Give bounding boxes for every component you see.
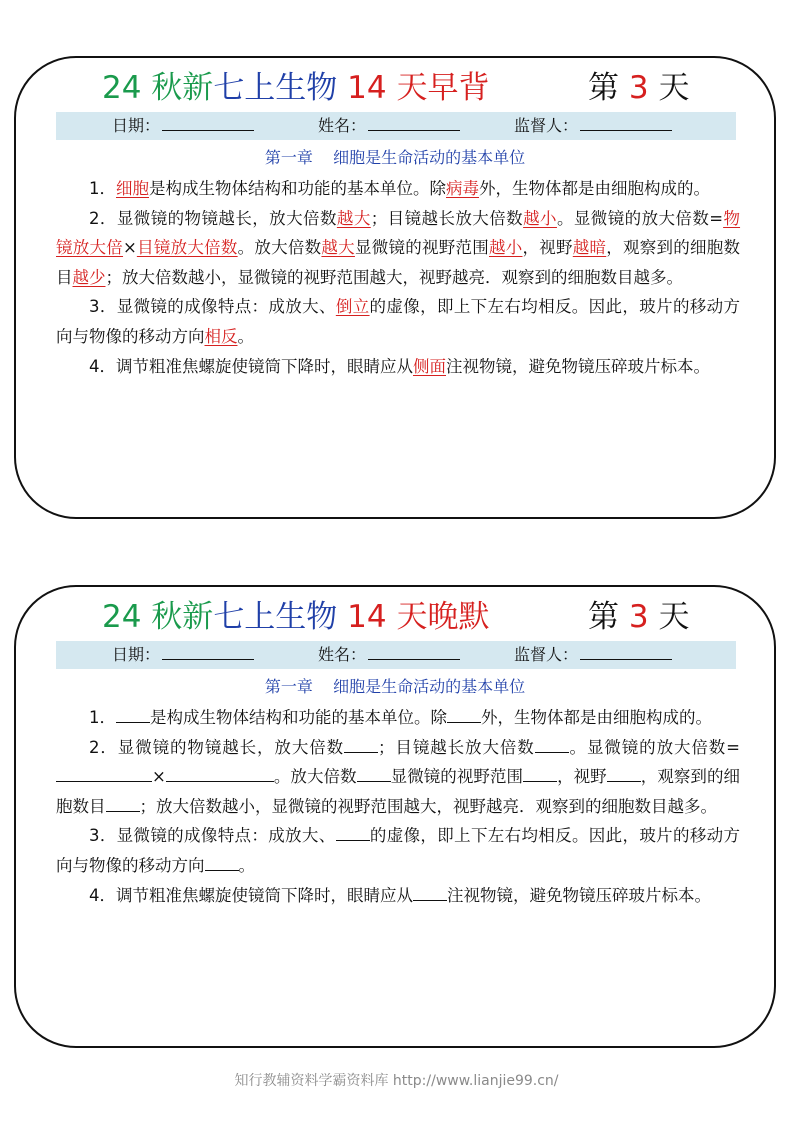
answer: 细胞 <box>116 179 149 198</box>
name-blank[interactable] <box>368 113 460 131</box>
paragraph-3: 3．显微镜的成像特点：成放大、 的虚像，即上下左右均相反。因此，玻片的移动方向与物像的移动方向 。 <box>56 821 740 880</box>
date-blank[interactable] <box>162 642 254 660</box>
fill-blank[interactable] <box>116 704 150 723</box>
fill-blank[interactable] <box>413 882 447 901</box>
fill-blank[interactable] <box>344 734 378 753</box>
answer: 越暗 <box>572 238 607 258</box>
answer: 越小 <box>523 208 557 228</box>
paragraph-3: 3．显微镜的成像特点：成放大、倒立的虚像，即上下左右均相反。因此，玻片的移动方向与物像的移动方向相反。 <box>56 297 741 346</box>
footer-watermark: 知行教辅资料学霸资料库 http://www.lianjie99.cn/ <box>234 1073 559 1089</box>
name-field[interactable] <box>318 112 460 140</box>
title-year-season: 24 秋新 <box>102 599 214 635</box>
info-bar <box>56 112 736 140</box>
day-prefix: 第 <box>588 599 619 635</box>
dictation-content <box>56 703 740 910</box>
title-subject: 七上生物 <box>213 70 338 106</box>
paragraph-2: 2．显微镜的物镜越长，放大倍数越大；目镜越长放大倍数越小。显微镜的放大倍数=物镜放大倍×目镜放大倍数。放大倍数越大显微镜的视野范围越小，视野越暗，观察到的细胞数目越少；放大倍数越小，显微镜的视野范围越大，视野越亮．观察到的细胞数目越多。 <box>56 208 741 287</box>
answer: 病毒 <box>446 179 479 198</box>
date-label: 日期： <box>112 645 161 664</box>
answer: 越大 <box>336 208 371 228</box>
day-number: 3 <box>628 599 649 635</box>
fill-blank[interactable] <box>56 763 152 782</box>
supervisor-field[interactable] <box>514 112 672 140</box>
title-day <box>588 66 689 110</box>
fill-blank[interactable] <box>166 763 274 782</box>
chapter-heading: 第一章 细胞是生命活动的基本单位 <box>264 148 526 167</box>
name-label: 姓名： <box>318 116 367 135</box>
answer: 目镜放大倍数 <box>136 238 238 258</box>
date-label: 日期： <box>112 116 161 135</box>
recite-content <box>56 174 740 381</box>
day-number: 3 <box>628 70 649 106</box>
title-plan: 14 天晚默 <box>347 599 490 635</box>
fill-blank[interactable] <box>205 852 239 871</box>
paragraph-2: 2．显微镜的物镜越长，放大倍数 ；目镜越长放大倍数 。显微镜的放大倍数=× 。放大倍数 显微镜的视野范围 ，视野 ，观察到的细胞数目 ；放大倍数越小，显微镜的视野范围越大，视野越亮．观察到的细胞数目越多。 <box>56 733 740 822</box>
paragraph-1: 1．细胞是构成生物体结构和功能的基本单位。除病毒外，生物体都是由细胞构成的。 <box>89 179 710 198</box>
morning-recite-card <box>14 56 776 519</box>
answer: 倒立 <box>335 297 370 317</box>
supervisor-blank[interactable] <box>580 113 672 131</box>
paragraph-4: 4．调节粗准焦螺旋使镜筒下降时，眼睛应从侧面注视物镜，避免物镜压碎玻片标本。 <box>89 356 710 376</box>
fill-blank[interactable] <box>336 822 370 841</box>
card-title <box>102 595 742 639</box>
title-day <box>588 595 689 639</box>
title-plan: 14 天早背 <box>347 70 490 106</box>
answer: 侧面 <box>413 356 446 376</box>
answer: 越少 <box>72 267 106 287</box>
day-suffix: 天 <box>658 70 690 106</box>
fill-blank[interactable] <box>607 763 641 782</box>
day-prefix: 第 <box>588 70 619 106</box>
name-field[interactable] <box>318 641 460 669</box>
supervisor-label: 监督人： <box>514 116 579 135</box>
date-blank[interactable] <box>162 113 254 131</box>
fill-blank[interactable] <box>357 763 391 782</box>
evening-dictation-card <box>14 585 776 1048</box>
answer: 越大 <box>321 238 355 258</box>
name-blank[interactable] <box>368 642 460 660</box>
name-label: 姓名： <box>318 645 367 664</box>
answer: 越小 <box>488 238 523 258</box>
answer: 相反 <box>204 326 238 346</box>
fill-blank[interactable] <box>535 734 569 753</box>
fill-blank[interactable] <box>447 704 481 723</box>
date-field[interactable] <box>112 641 254 669</box>
answer: 物镜放大倍 <box>56 208 741 258</box>
title-subject: 七上生物 <box>213 599 338 635</box>
paragraph-4: 4．调节粗准焦螺旋使镜筒下降时，眼睛应从 注视物镜，避免物镜压碎玻片标本。 <box>56 881 740 911</box>
card-title <box>102 66 742 110</box>
day-suffix: 天 <box>658 599 690 635</box>
fill-blank[interactable] <box>523 763 557 782</box>
supervisor-label: 监督人： <box>514 645 579 664</box>
info-bar <box>56 641 736 669</box>
paragraph-1: 1． 是构成生物体结构和功能的基本单位。除 外，生物体都是由细胞构成的。 <box>56 703 740 733</box>
supervisor-field[interactable] <box>514 641 672 669</box>
chapter-heading: 第一章 细胞是生命活动的基本单位 <box>264 677 526 696</box>
title-year-season: 24 秋新 <box>102 70 214 106</box>
supervisor-blank[interactable] <box>580 642 672 660</box>
date-field[interactable] <box>112 112 254 140</box>
fill-blank[interactable] <box>106 793 140 812</box>
